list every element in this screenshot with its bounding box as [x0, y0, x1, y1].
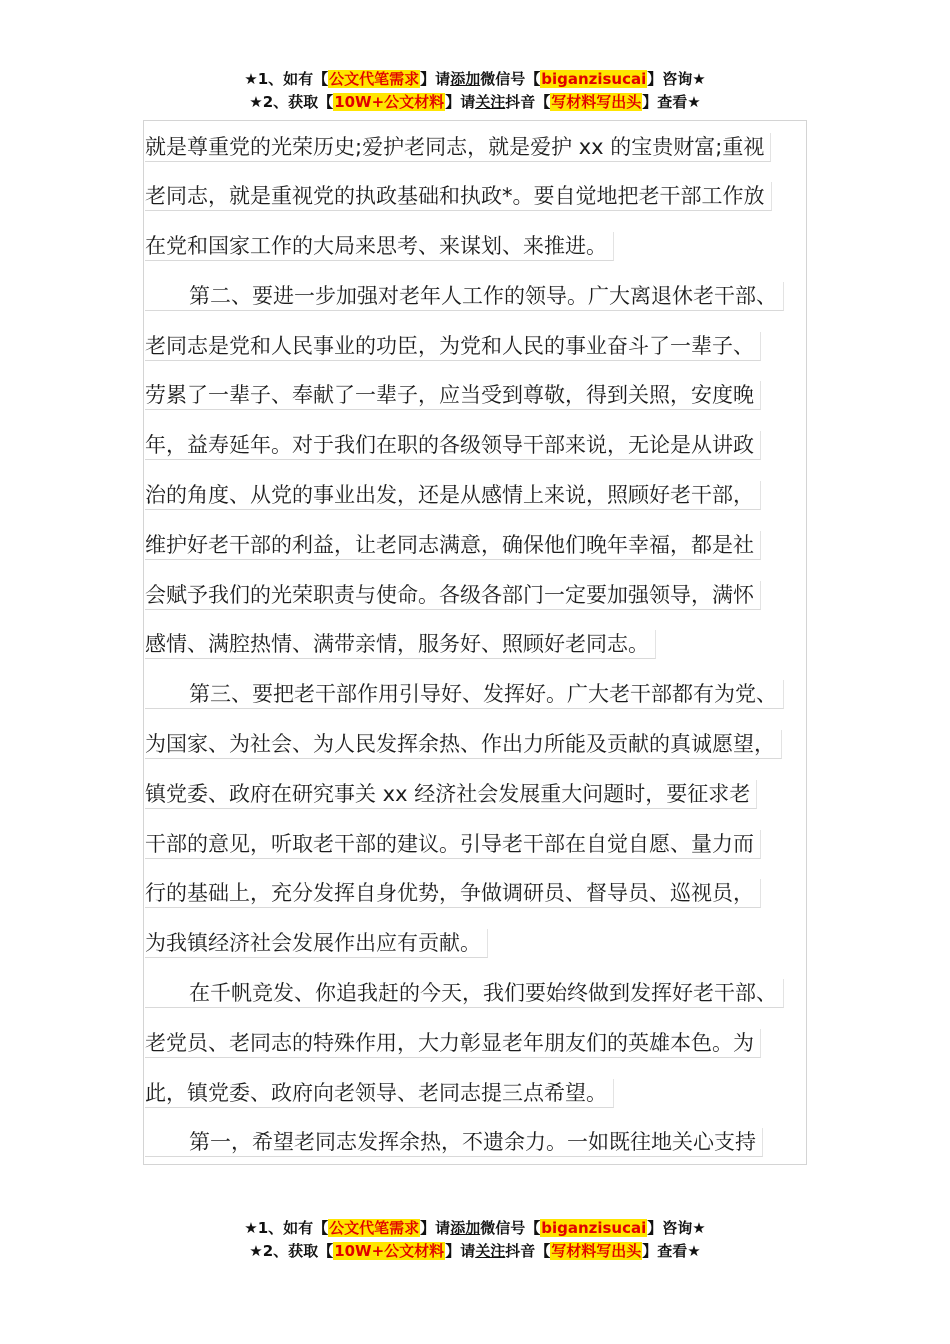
document-body: [145, 122, 845, 1168]
highlight-materials: 10W+公文材料: [334, 93, 445, 111]
text-line: 第一，希望老同志发挥余热，不遗余力。一如既往地关心支持: [145, 1118, 845, 1168]
text-line: 在党和国家工作的大局来思考、来谋划、来推进。: [145, 222, 845, 272]
text-line: 第二、要进一步加强对老年人工作的领导。广大离退休老干部、: [145, 271, 845, 321]
highlight-service: 公文代笔需求: [329, 1219, 420, 1237]
footer-banner: [0, 1217, 950, 1263]
text-line: 维护好老干部的利益，让老同志满意，确保他们晚年幸福，都是社: [145, 520, 845, 570]
text-line: 年，益寿延年。对于我们在职的各级领导干部来说，无论是从讲政: [145, 421, 845, 471]
text-line: 老党员、老同志的特殊作用，大力彰显老年朋友们的英雄本色。为: [145, 1018, 845, 1068]
highlight-service: 公文代笔需求: [329, 70, 420, 88]
text-line: 会赋予我们的光荣职责与使命。各级各部门一定要加强领导，满怀: [145, 570, 845, 620]
text-line: 镇党委、政府在研究事关 xx 经济社会发展重大问题时，要征求老: [145, 769, 845, 819]
banner-line-1: ★1、如有【公文代笔需求】请添加微信号【biganzisucai】咨询★: [244, 1219, 706, 1237]
header-banner: [0, 68, 950, 114]
banner-line-2: ★2、获取【10W+公文材料】请关注抖音【写材料写出头】查看★: [249, 93, 701, 111]
text-line: 老同志是党和人民事业的功臣，为党和人民的事业奋斗了一辈子、: [145, 321, 845, 371]
text-line: 劳累了一辈子、奉献了一辈子，应当受到尊敬，得到关照，安度晚: [145, 371, 845, 421]
highlight-wechat-id: biganzisucai: [541, 70, 647, 88]
text-line: 为国家、为社会、为人民发挥余热、作出力所能及贡献的真诚愿望，: [145, 720, 845, 770]
text-line: 干部的意见，听取老干部的建议。引导老干部在自觉自愿、量力而: [145, 819, 845, 869]
text-line: 行的基础上，充分发挥自身优势，争做调研员、督导员、巡视员，: [145, 869, 845, 919]
highlight-materials: 10W+公文材料: [334, 1242, 445, 1260]
text-line: 为我镇经济社会发展作出应有贡献。: [145, 919, 845, 969]
text-line: 在千帆竞发、你追我赶的今天，我们要始终做到发挥好老干部、: [145, 969, 845, 1019]
text-line: 感情、满腔热情、满带亲情，服务好、照顾好老同志。: [145, 620, 845, 670]
text-line: 就是尊重党的光荣历史;爱护老同志，就是爱护 xx 的宝贵财富;重视: [145, 122, 845, 172]
text-line: 第三、要把老干部作用引导好、发挥好。广大老干部都有为党、: [145, 670, 845, 720]
banner-line-1: ★1、如有【公文代笔需求】请添加微信号【biganzisucai】咨询★: [244, 70, 706, 88]
text-line: 老同志，就是重视党的执政基础和执政*。要自觉地把老干部工作放: [145, 172, 845, 222]
highlight-douyin: 写材料写出头: [551, 1242, 642, 1260]
highlight-wechat-id: biganzisucai: [541, 1219, 647, 1237]
banner-line-2: ★2、获取【10W+公文材料】请关注抖音【写材料写出头】查看★: [249, 1242, 701, 1260]
text-line: 治的角度、从党的事业出发，还是从感情上来说，照顾好老干部，: [145, 471, 845, 521]
text-line: 此，镇党委、政府向老领导、老同志提三点希望。: [145, 1068, 845, 1118]
highlight-douyin: 写材料写出头: [551, 93, 642, 111]
